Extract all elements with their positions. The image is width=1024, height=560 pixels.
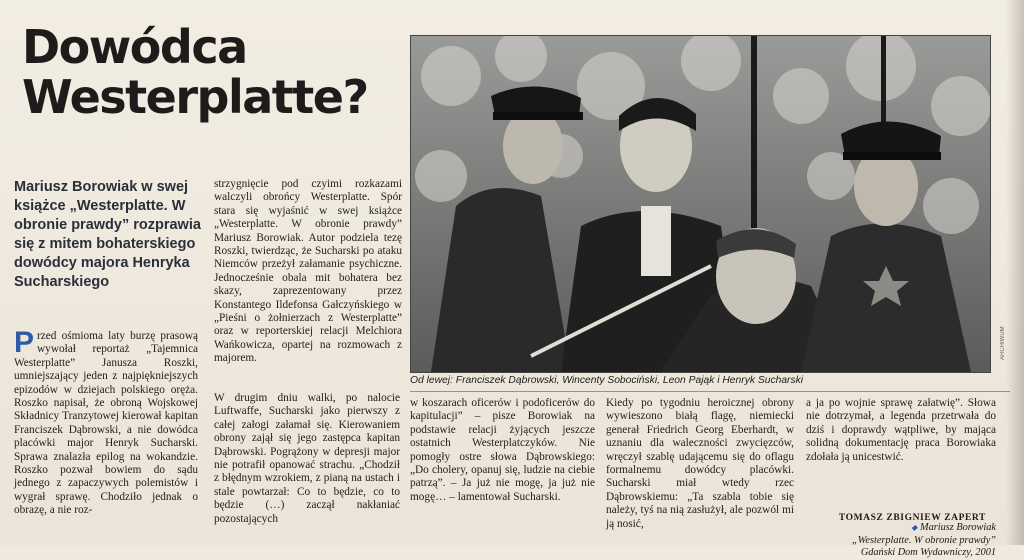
photo-illustration	[411, 36, 990, 372]
headline-line-2: Westerplatte?	[22, 70, 368, 124]
page-edge-shadow	[1006, 0, 1024, 545]
headline-line-1: Dowódca	[22, 20, 247, 74]
triangle-bullet-icon: ◆	[911, 523, 918, 532]
article-column-3	[410, 397, 595, 504]
column-divider	[410, 391, 1010, 392]
historical-photo	[410, 35, 991, 373]
book-reference	[806, 522, 996, 560]
article-column-4	[606, 397, 794, 531]
article-column-2-bottom	[214, 392, 400, 526]
article-column-2-top	[214, 178, 402, 366]
book-publisher: Gdański Dom Wydawniczy, 2001	[860, 547, 996, 558]
article-author: TOMASZ ZBIGNIEW ZAPERT	[838, 513, 986, 523]
column-3-text: w koszarach oficerów i podoficerów do kapitulacji” – pisze Borowiak na podstawie relacji żyjących jeszcze ostatnich Westerplatczyków. Nie pomogły ostre słowa Dąbrowskiego: „Do cholery, opanuj się, ludzie na ciebie patrzą”. – Ja już nie mogę, ja już nie mogę… – lamentował Sucharski.	[410, 397, 595, 503]
photo-caption: Od lewej: Franciszek Dąbrowski, Wincenty Sobociński, Leon Pająk i Henryk Sucharski	[410, 375, 804, 386]
column-4-text: Kiedy po tygodniu heroicznej obrony wywieszono białą flagę, niemiecki generał Friedrich Georg Eberhardt, w uznaniu dla waleczności zwycięzców, wręczył szablę udającemu się do oflagu formalnemu dowódcy placówki. Sucharski miał wtedy rzec Dąbrowskiemu: „Ta szabla tobie się należy, tyś na nią zasłużył, ale pozwól mi ją nosić,	[606, 397, 794, 530]
book-title: „Westerplatte. W obronie prawdy”	[852, 534, 996, 546]
book-author: Mariusz Borowiak	[920, 522, 996, 533]
article-column-5	[806, 397, 996, 464]
column-2-bottom-text: W drugim dniu walki, po nalocie Luftwaffe, Sucharski jako pierwszy z całej załogi załamał się. Kierowaniem obrony zajął się jego zastępca kapitan Dąbrowski. Pogrążony w depresji major nie potrafił opanować strachu. „Chodził z błędnym wzrokiem, z pianą na ustach i stale powtarzał: Co to będzie, co to będzie (…) zaczął nakłaniać pozostających	[214, 392, 400, 525]
column-2-top-text: strzygnięcie pod czyimi rozkazami walczyli obrońcy Westerplatte. Spór stara się wyjaśnić w swej książce „Westerplatte. W obronie prawdy” Mariusz Borowiak. Autor podziela tezę Roszki, twierdząc, że Sucharski po ataku Niemców przeżył załamanie psychiczne. Jednocześnie obala mit bohatera bez skazy, zaprezentowany przez Konstantego Ildefonsa Gałczyńskiego w „Pieśni o żołnierzach z Westerplatte” oraz w reporterskiej relacji Melchiora Wańkowicza, opartej na rozmowach z majorem.	[214, 178, 402, 365]
drop-cap: P	[14, 326, 35, 359]
article-column-1	[14, 326, 198, 518]
headline	[22, 22, 402, 122]
photo-credit: ARCHIWUM	[1000, 326, 1006, 360]
column-1-text: rzed ośmioma laty burzę prasową wywołał reportaż „Tajemnica Westerplatte” Janusza Roszki, umniejszający jeden z najpiękniejszych epizodów w dziejach polskiego oręża. Roszko napisał, że obroną Wojskowej Składnicy Tranzytowej kierował kapitan Franciszek Dąbrowski, a nie dowódca placówki major Henryk Sucharski. Sprawa znalazła epilog na wokandzie. Roszko pozwał bowiem do sądu jednego z zapaczywych polemistów i wygrał sprawę. Chodziło jednak o obrazę, a nie roz-	[14, 330, 198, 517]
lead-paragraph: Mariusz Borowiak w swej książce „Westerplatte. W obronie prawdy” rozprawia się z mitem bohaterskiego dowódcy majora Henryka Sucharskiego	[14, 179, 201, 290]
column-5-text: a ja po wojnie sprawę załatwię”. Słowa nie dotrzymał, a legenda przetrwała do dziś i doprawdy wątpliwe, by mająca solidną dokumentację praca Borowiaka zdołała ją unicestwić.	[806, 397, 996, 463]
